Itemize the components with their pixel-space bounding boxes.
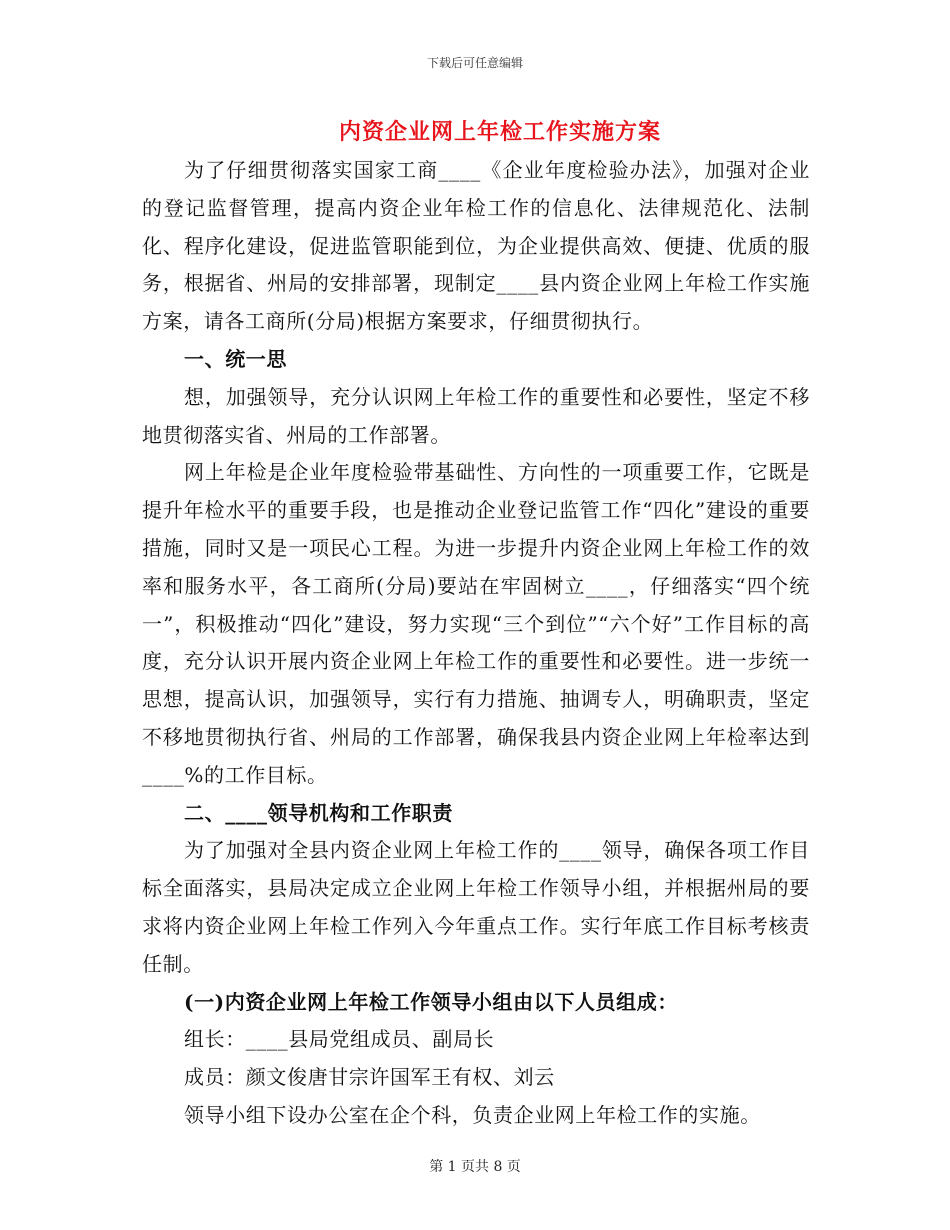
page-header: 下载后可任意编辑: [426, 56, 523, 70]
paragraph-intro: 为了仔细贯彻落实国家工商____《企业年度检验办法》，加强对企业的登记监督管理，提高内资企业年检工作的信息化、法律规范化、法制化、程序化建设，促进监管职能到位，为企业提供高效、便捷、优质的服务，根据省、州局的安排部署，现制定____县内资企业网上年检工作实施方案，请各工商所(分局)根据方案要求，仔细贯彻执行。: [142, 158, 810, 334]
paragraph-section2: 为了加强对全县内资企业网上年检工作的____领导，确保各项工作目标全面落实，县局决定成立企业网上年检工作领导小组，并根据州局的要求将内资企业网上年检工作列入今年重点工作。实行年底工作目标考核责任制。: [142, 838, 810, 976]
section-heading-2: 二、____领导机构和工作职责: [184, 800, 453, 825]
paragraph-members: 成员：颜文俊唐甘宗许国军王有权、刘云: [184, 1065, 555, 1090]
section-heading-1: 一、统一思: [184, 346, 287, 371]
paragraph-section1-a: 想，加强领导，充分认识网上年检工作的重要性和必要性，坚定不移地贯彻落实省、州局的工作部署。: [142, 384, 810, 447]
document-title: 内资企业网上年检工作实施方案: [338, 119, 661, 145]
document-body: [142, 152, 810, 1135]
page-footer: 第 1 页共 8 页: [429, 1159, 521, 1175]
paragraph-section1-b: 网上年检是企业年度检验带基础性、方向性的一项重要工作，它既是提升年检水平的重要手段，也是推动企业登记监管工作“四化”建设的重要措施，同时又是一项民心工程。为进一步提升内资企业网上年检工作的效率和服务水平，各工商所(分局)要站在牢固树立____，仔细落实“四个统一”，积极推动“四化”建设，努力实现“三个到位”“六个好”工作目标的高度，充分认识开展内资企业网上年检工作的重要性和必要性。进一步统一思想，提高认识，加强领导，实行有力措施、抽调专人，明确职责，坚定不移地贯彻执行省、州局的工作部署，确保我县内资企业网上年检率达到____%的工作目标。: [142, 460, 810, 787]
paragraph-office: 领导小组下设办公室在企个科，负责企业网上年检工作的实施。: [184, 1102, 761, 1127]
subsection-heading-1: (一)内资企业网上年检工作领导小组由以下人员组成：: [184, 989, 678, 1014]
paragraph-leader: 组长：____县局党组成员、副局长: [184, 1027, 495, 1052]
